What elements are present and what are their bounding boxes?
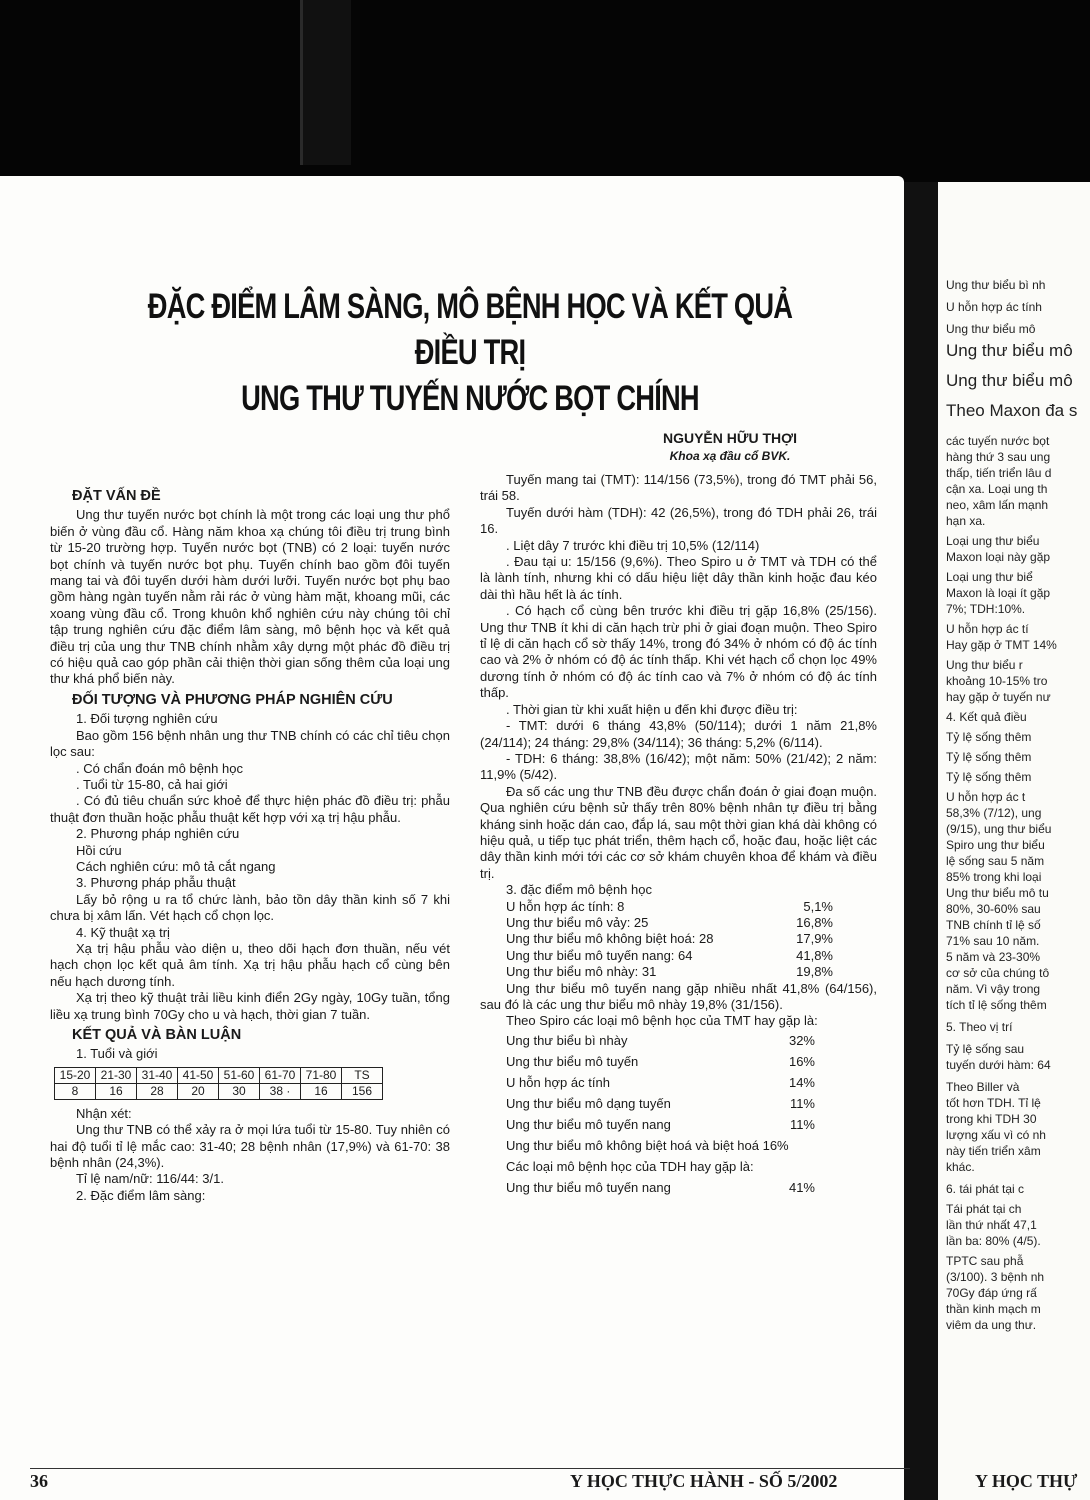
rp-line: hay gặp ở tuyến nư [946, 690, 1051, 704]
table-header-cell: 51-60 [219, 1067, 260, 1083]
rp-line: Theo Biller và [946, 1080, 1020, 1094]
histology-row [480, 964, 877, 980]
tdh-row [480, 1177, 877, 1198]
table-cell: 38 · [260, 1083, 301, 1099]
paragraph: Tuyến mang tai (TMT): 114/156 (73,5%), trong đó TMT phải 56, trái 58. [480, 472, 877, 504]
list-item: Cách nghiên cứu: mô tả cắt ngang [76, 858, 276, 874]
paragraph: Tuyến dưới hàm (TDH): 42 (26,5%), trong đó TDH phải 26, trái 16. [480, 504, 877, 537]
rp-line: viêm da ung thư. [946, 1318, 1037, 1332]
journal-name: Y HỌC THỰC HÀNH - SỐ 5/2002 [570, 1471, 838, 1491]
rp-line: lượng xấu vì có nh [946, 1128, 1046, 1142]
rp-line: Ung thư biểu mô [946, 341, 1073, 360]
table-cell: 16 [96, 1083, 137, 1099]
rp-line: Tỷ lệ sống sau [946, 1042, 1025, 1056]
row-label: Ung thư biểu mô dạng tuyến [506, 1095, 671, 1111]
rp-line: Tỷ lệ sống thêm [946, 730, 1032, 744]
paragraph: Lấy bỏ rộng u ra tổ chức lành, bảo tồn dây thần kinh số 7 khi chưa bị xâm lấn. Vét hạch cổ chọn lọc. [50, 891, 450, 924]
age-table [54, 1067, 383, 1100]
histology-row [480, 899, 877, 915]
row-label: Ung thư biểu mô tuyến nang [506, 1179, 671, 1195]
rp-line: U hỗn hợp ác tính [946, 300, 1042, 314]
heading-results: KẾT QUẢ VÀ BÀN LUẬN [72, 1027, 242, 1043]
row-label: U hỗn hợp ác tính [506, 1074, 610, 1090]
spiro-row [480, 1051, 877, 1072]
row-label: Các loại mô bệnh học của TDH hay gặp là: [506, 1158, 754, 1174]
rp-line: 6. tái phát tại c [946, 1182, 1025, 1196]
table-header-cell: 71-80 [301, 1067, 342, 1083]
spiro-row [480, 1030, 877, 1051]
spiro-row [480, 1072, 877, 1093]
rp-line: Spiro ung thư biểu [946, 838, 1045, 852]
rp-line: Maxon loại này gặp [946, 550, 1051, 564]
paragraph: Ung thư TNB có thể xảy ra ở mọi lứa tuổi từ 15-80. Tuy nhiên có hai độ tuổi tỉ lệ mắc cao: 31-40; 28 bệnh nhân (17,9%) và 61-70: 38 bệnh nhân (24,3%). [50, 1122, 450, 1171]
rp-line: Loại ung thư biểu [946, 534, 1040, 548]
rp-line: lệ sống sau 5 năm [946, 854, 1045, 868]
subheading: 3. đặc điểm mô bệnh học [506, 882, 652, 898]
rp-line: khoảng 10-15% tro [946, 674, 1048, 688]
row-value: 41,8% [796, 947, 833, 963]
paragraph: . Có hạch cổ cùng bên trước khi điều trị gặp 16,8% (25/156). Ung thư TNB ít khi di căn hạch trừ phi ở giai đoạn muộn. Theo Spiro tỉ lệ di căn hạch cổ sờ thấy 14%, trong đó 34% ở nhóm có độ ác tính cao và 2% ở nhóm có độ ác tính thấp. Khi vét hạch cổ chọn lọc 49% dương tính ở nhóm có độ ác tính cao và 7% ở nhóm có độ ác tính thấp. [480, 603, 877, 701]
row-value: 11% [789, 1116, 815, 1132]
rp-line: 5. Theo vị trí [946, 1020, 1013, 1034]
scan-binding-shadow [300, 0, 351, 165]
rp-line: thấp, tiến triển lâu d [946, 466, 1052, 480]
title-line-1: ĐẶC ĐIỂM LÂM SÀNG, MÔ BỆNH HỌC VÀ KẾT QUẢ ĐIỀU TRỊ [147, 287, 793, 372]
rp-line: TNB chính tỉ lệ số [946, 918, 1041, 932]
table-header-cell: 31-40 [137, 1067, 178, 1083]
row-value: 11% [789, 1095, 815, 1111]
table-row [55, 1083, 383, 1099]
rp-line: các tuyến nước bọt [946, 434, 1050, 448]
rp-line: cận xa. Loại ung th [946, 482, 1048, 496]
rp-line: lần thứ nhất 47,1 [946, 1218, 1037, 1232]
paragraph: Đa số các ung thư TNB đều được chẩn đoán ở giai đoạn muộn. Qua nghiên cứu bệnh sử thấy trên 80% bệnh nhân tự điều trị bằng kháng sinh hoặc dán cao, đắp lá, sau một thời gian khá dài không có hiệu quả, u tiếp tục phát triển, thêm hạch cổ, hoặc đau, hoặc liệt các dây thần kinh mới tới các cơ sở khám chuyên khoa để khám và điều trị. [480, 783, 877, 881]
rp-line: trong khi TDH 30 [946, 1112, 1037, 1126]
paragraph: - TMT: dưới 6 tháng 43,8% (50/114); dưới 1 năm 21,8% (24/114); 24 tháng: 29,8% (34/114); 36 tháng: 5,2% (6/114). [480, 718, 877, 750]
heading-methods: ĐỐI TƯỢNG VÀ PHƯƠNG PHÁP NGHIÊN CỨU [72, 691, 393, 708]
tdh-intro [480, 1156, 877, 1177]
histology-row [480, 931, 877, 947]
table-header-cell: 15-20 [55, 1067, 96, 1083]
rp-line: Ung thư biểu r [946, 658, 1023, 672]
page-right-partial [938, 182, 1090, 1500]
rp-line: này tiến triển xâm [946, 1144, 1041, 1158]
histology-row [480, 915, 877, 931]
rp-line: Loại ung thư biể [946, 570, 1033, 584]
rp-line: 85% trong khi loại [946, 870, 1042, 884]
paragraph: Tỉ lệ nam/nữ: 116/44: 3/1. [76, 1171, 224, 1187]
row-value: 16% [788, 1053, 815, 1069]
row-value: 17,9% [796, 931, 833, 947]
row-label: Ung thư biểu mô tuyến [506, 1053, 639, 1069]
row-value: 5,1% [803, 898, 833, 914]
row-label: Ung thư biểu mô vảy: 25 [506, 914, 649, 930]
rp-line: 80%, 30-60% sau [946, 902, 1041, 916]
row-label: Ung thư biểu mô tuyến nang: 64 [506, 947, 693, 963]
paragraph: Xạ trị hậu phẫu vào diện u, theo dõi hạch đơn thuần, nếu vét hạch chọn lọc kết quả âm tính. Xạ trị hậu phẫu hạch cổ cùng bên nếu hạch dương tính. [50, 940, 450, 989]
table-header-cell: 21-30 [96, 1067, 137, 1083]
rp-line: Ung thư biểu mô tu [946, 886, 1049, 900]
rp-line: tốt hơn TDH. Tỉ lệ [946, 1096, 1041, 1110]
rp-line: U hỗn hợp ác t [946, 790, 1026, 804]
rp-line: hạn xa. [946, 514, 986, 528]
paragraph: - TDH: 6 tháng: 38,8% (16/42); một năm: 50% (21/42); 2 năm: 11,9% (5/42). [480, 750, 877, 783]
rp-line: thần kinh mạch m [946, 1302, 1041, 1316]
journal-name-right: Y HỌC THỰ [975, 1471, 1078, 1491]
table-header-cell: TS [342, 1067, 383, 1083]
subheading: 2. Đặc điểm lâm sàng: [76, 1187, 206, 1203]
rp-line: cơ sở của chúng tô [946, 966, 1050, 980]
rp-line: 5 năm và 23-30% [946, 950, 1041, 964]
subheading: Nhận xét: [76, 1105, 132, 1121]
rp-line: Ung thư biểu mô [946, 371, 1073, 390]
rp-line: Hay gặp ở TMT 14% [946, 638, 1057, 652]
table-cell: 20 [178, 1083, 219, 1099]
subheading: 2. Phương pháp nghiên cứu [76, 826, 240, 842]
rp-line: Ung thư biểu bì nh [946, 278, 1046, 292]
list-item: . Có chẩn đoán mô bệnh học [76, 760, 243, 776]
paragraph: . Thời gian từ khi xuất hiện u đến khi được điều trị: [506, 701, 798, 717]
author-name: NGUYỄN HỮU THỢI [662, 430, 797, 446]
rp-line: 4. Kết quả điều [946, 710, 1027, 724]
rp-line: Tỷ lệ sống thêm [946, 770, 1032, 784]
rp-line: 70Gy đáp ứng rấ [946, 1286, 1037, 1300]
table-cell: 30 [219, 1083, 260, 1099]
subheading: 4. Kỹ thuật xạ trị [76, 924, 170, 940]
rp-line: TPTC sau phẫ [946, 1254, 1024, 1268]
rp-line: neo, xâm lấn mạnh [946, 498, 1049, 512]
row-label: Ung thư biểu mô nhày: 31 [506, 964, 657, 980]
rp-line: (3/100). 3 bệnh nh [946, 1270, 1045, 1284]
rp-line: Tỷ lệ sống thêm [946, 750, 1032, 764]
rp-line: 58,3% (7/12), ung [946, 806, 1042, 820]
footer-rule [30, 1468, 910, 1469]
author-affiliation: Khoa xạ đầu cổ BVK. [669, 449, 791, 463]
rp-line: 71% sau 10 năm. [946, 934, 1040, 948]
rp-line: năm. Vì vậy trong [946, 982, 1041, 996]
table-cell: 16 [301, 1083, 342, 1099]
title-line-2: UNG THƯ TUYẾN NƯỚC BỌT CHÍNH [241, 379, 699, 418]
rp-line: tuyến dưới hàm: 64 [946, 1058, 1051, 1072]
column-left [50, 484, 450, 1204]
row-value: 16,8% [796, 914, 833, 930]
paragraph: . Đau tại u: 15/156 (9,6%). Theo Spiro u ở TMT và TDH có thể là lành tính, nhưng khi có dấu hiệu liệt dây thần kinh hoặc đau kéo dài thì hầu hết là ác tính. [480, 554, 877, 602]
row-value: 32% [788, 1032, 815, 1048]
rp-line: tích tỉ lệ sống thêm [946, 998, 1047, 1012]
rp-line: Tái phát tại ch [946, 1202, 1022, 1216]
row-value: 19,8% [796, 964, 833, 980]
histology-row [480, 948, 877, 964]
row-label: U hỗn hợp ác tính: 8 [506, 898, 625, 914]
list-item: Hồi cứu [76, 842, 122, 858]
rp-line: Maxon là loại ít gặp [946, 586, 1051, 600]
rp-line: lần ba: 80% (4/5). [946, 1234, 1041, 1248]
subheading: 3. Phương pháp phẫu thuật [76, 875, 236, 891]
article-title [135, 284, 806, 422]
paragraph: . Liệt dây 7 trước khi điều trị 10,5% (12/114) [506, 537, 760, 553]
row-value: 41% [788, 1179, 815, 1195]
list-item: . Có đủ tiêu chuẩn sức khoẻ để thực hiện phác đồ điều trị: phẫu thuật đơn thuần hoặc phẫu thuật kết hợp với xạ trị hậu phẫu. [50, 793, 450, 825]
table-cell: 8 [55, 1083, 96, 1099]
table-row [55, 1067, 383, 1083]
paragraph: Bao gồm 156 bệnh nhân ung thư TNB chính có các chỉ tiêu chọn lọc sau: [50, 727, 450, 760]
spiro-row [480, 1093, 877, 1114]
row-label: Ung thư biểu bì nhày [506, 1032, 628, 1048]
paragraph: Theo Spiro các loại mô bệnh học của TMT hay gặp là: [506, 1013, 818, 1029]
page-number: 36 [30, 1471, 48, 1491]
row-label: Ung thư biểu mô tuyến nang [506, 1116, 671, 1132]
column-right [480, 472, 877, 1198]
table-cell: 156 [342, 1083, 383, 1099]
paragraph: Xạ trị theo kỹ thuật trải liều kinh điển 2Gy ngày, 10Gy tuần, tổng liều xạ trung bình 70Gy cho u và hạch, thời gian 7 tuần. [50, 990, 450, 1022]
row-value: 14% [788, 1074, 815, 1090]
table-header-cell: 61-70 [260, 1067, 301, 1083]
rp-line: Theo Maxon đa s [946, 401, 1078, 420]
rp-line: khác. [946, 1160, 975, 1174]
subheading: 1. Đối tượng nghiên cứu [76, 711, 218, 727]
rp-line: Ung thư biểu mô [946, 322, 1036, 336]
rp-line: 7%; TDH:10%. [946, 602, 1026, 616]
paragraph: Ung thư tuyến nước bọt chính là một trong các loại ung thư phổ biến ở vùng đầu cổ. Hàng năm khoa xạ chúng tôi điều trị trung bình từ 15-20 trường hợp. Tuyến nước bọt (TNB) có 2 loại: tuyến nước bọt chính và tuyến nước bọt phụ. Tuyến chính bao gồm đôi tuyến mang tai và đôi tuyến dưới hàm dưới lưỡi. Tuyến nước bọt phụ bao gồm hàng ngàn tuyến nằm rải rác ở vùng hàm mặt, khoang mũi, các xoang vùng đầu cổ. Trong khuôn khổ nghiên cứu này chúng tôi chỉ tập trung nghiên cứu đặc điểm lâm sàng, mô bệnh học và kết quả điều trị của ung thư TNB chính nhằm xây dựng một phác đồ điều trị có hiệu quả cao góp phần cải thiện thời gian sống thêm của loại ung thư khá phổ biến này. [50, 507, 450, 687]
list-item: . Tuổi từ 15-80, cả hai giới [76, 776, 228, 792]
subheading: 1. Tuổi và giới [76, 1046, 158, 1062]
table-cell: 28 [137, 1083, 178, 1099]
spiro-row [480, 1114, 877, 1135]
row-label: Ung thư biểu mô không biệt hoá: 28 [506, 931, 714, 947]
heading-introduction: ĐẶT VẤN ĐỀ [72, 488, 161, 504]
scan-dark-border [0, 0, 1090, 182]
spiro-row-last [480, 1135, 877, 1156]
table-header-cell: 41-50 [178, 1067, 219, 1083]
paragraph: Ung thư biểu mô tuyến nang gặp nhiều nhất 41,8% (64/156), sau đó là các ung thư biểu mô nhày 19,8% (31/156). [480, 980, 877, 1012]
row-label: Ung thư biểu mô không biệt hoá và biệt hoá 16% [506, 1137, 789, 1153]
rp-line: hàng thứ 3 sau ung [946, 450, 1051, 464]
rp-line: (9/15), ung thư biểu [946, 822, 1052, 836]
rp-line: U hỗn hợp ác tí [946, 622, 1029, 636]
